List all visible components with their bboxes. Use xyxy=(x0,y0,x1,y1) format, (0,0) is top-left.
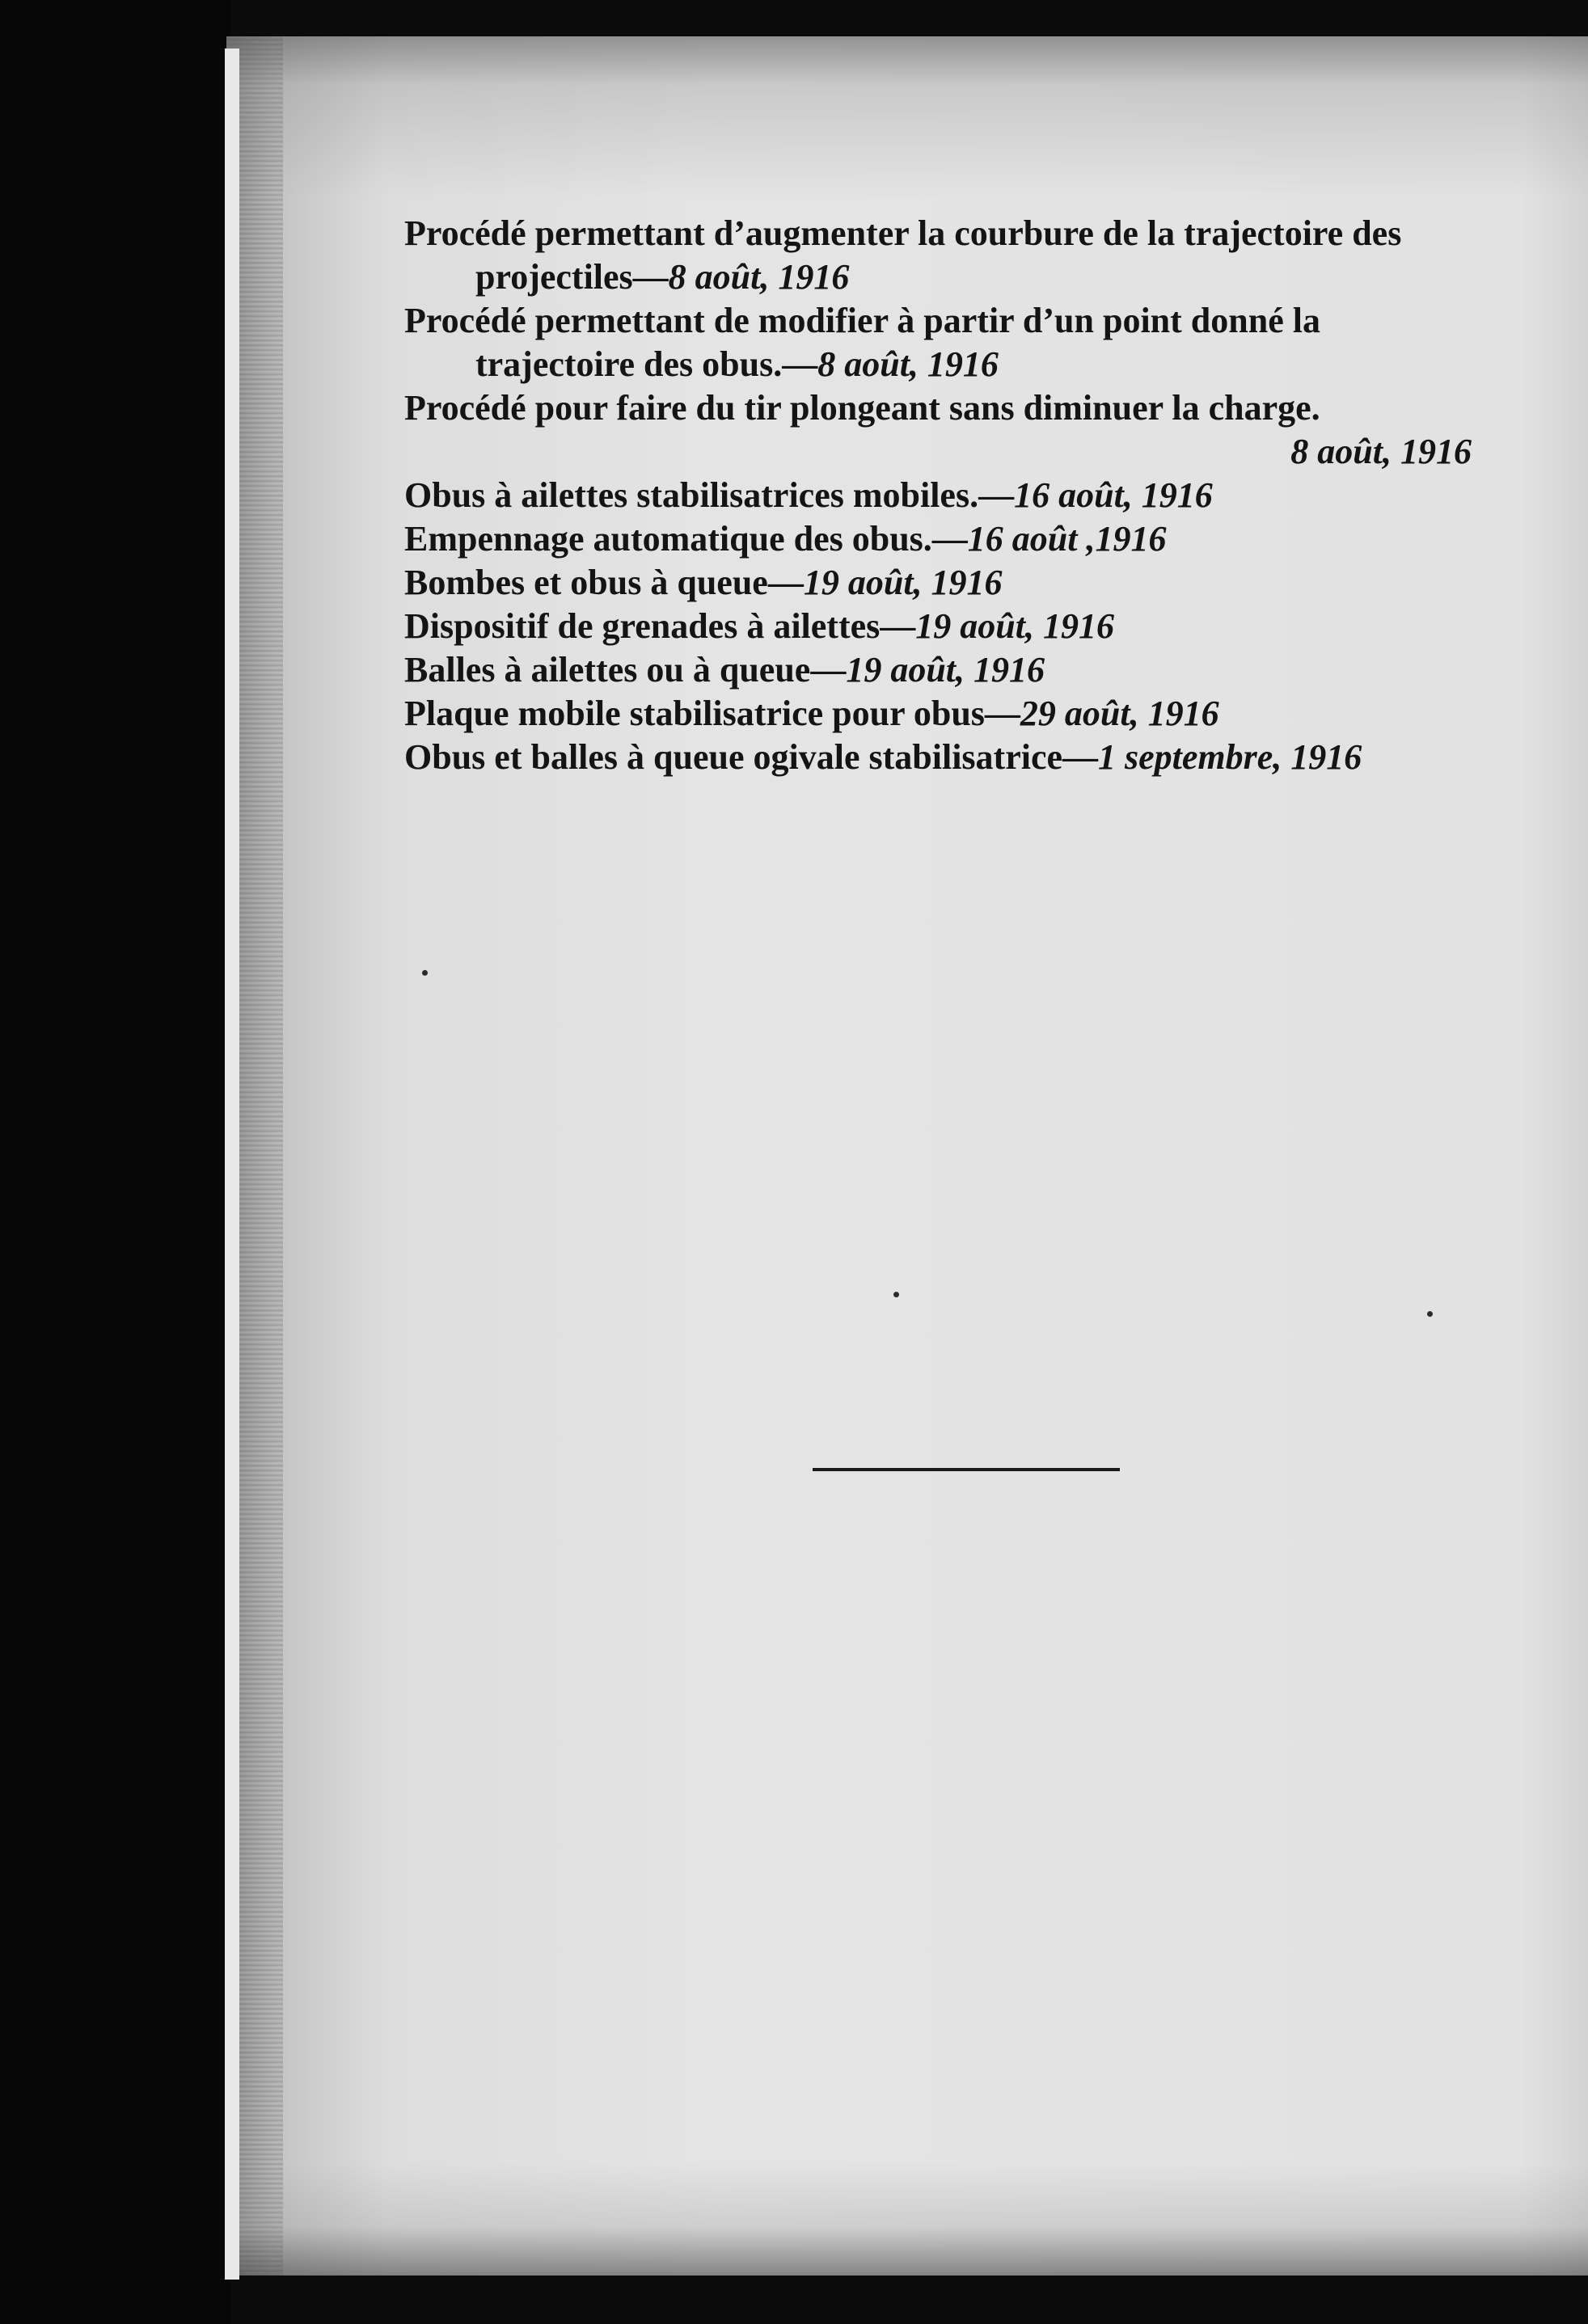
entry-title: Dispositif de grenades à ailettes xyxy=(404,606,881,646)
entry-date: 16 août ,1916 xyxy=(967,519,1167,559)
list-entry-2 xyxy=(404,299,1472,386)
entry-title: Bombes et obus à queue xyxy=(404,563,768,602)
list-entry-4 xyxy=(404,474,1472,517)
patent-list xyxy=(404,212,1472,779)
entry-separator: — xyxy=(767,563,804,602)
entry-date: 19 août, 1916 xyxy=(846,650,1045,690)
list-entry-6 xyxy=(404,561,1472,605)
list-entry-8 xyxy=(404,648,1472,692)
end-rule xyxy=(813,1468,1120,1471)
list-entry-5 xyxy=(404,517,1472,561)
entry-title: Procédé pour faire du tir plongeant sans diminuer la charge. xyxy=(404,388,1320,428)
entry-separator: — xyxy=(810,650,847,690)
entry-separator: — xyxy=(978,475,1015,515)
entry-separator: — xyxy=(931,519,968,559)
list-entry-7 xyxy=(404,605,1472,648)
entry-date: 8 août, 1916 xyxy=(817,344,999,384)
paper-speck xyxy=(893,1292,899,1297)
entry-date: 16 août, 1916 xyxy=(1014,475,1213,515)
paper-speck xyxy=(1427,1311,1433,1317)
entry-separator: — xyxy=(1062,737,1098,777)
binding-strip xyxy=(225,49,239,2280)
entry-separator: — xyxy=(880,606,916,646)
entry-title: Empennage automatique des obus. xyxy=(404,519,932,559)
entry-separator: — xyxy=(632,257,669,297)
entry-date: 8 août, 1916 xyxy=(668,257,850,297)
entry-date: 29 août, 1916 xyxy=(1020,694,1219,733)
book-binding-shadow xyxy=(0,0,230,2324)
list-entry-1 xyxy=(404,212,1472,299)
entry-date: 1 septembre, 1916 xyxy=(1098,737,1362,777)
list-entry-9 xyxy=(404,692,1472,736)
entry-date: 8 août, 1916 xyxy=(1290,432,1472,471)
page-bottom-shadow xyxy=(226,2162,1588,2275)
entry-separator: — xyxy=(984,694,1020,733)
entry-separator: — xyxy=(782,344,818,384)
paper-speck xyxy=(422,970,428,976)
list-entry-10 xyxy=(404,736,1472,779)
entry-title: Plaque mobile stabilisatrice pour obus xyxy=(404,694,985,733)
entry-title: Procédé permettant de modifier à partir d’un point donné la trajectoire des obus. xyxy=(404,301,1320,384)
entry-title: Obus et balles à queue ogivale stabilisatrice xyxy=(404,737,1062,777)
entry-title: Obus à ailettes stabilisatrices mobiles. xyxy=(404,475,979,515)
entry-date: 19 août, 1916 xyxy=(803,563,1003,602)
page-top-shadow xyxy=(226,36,1588,198)
list-entry-3 xyxy=(404,386,1472,474)
entry-title: Balles à ailettes ou à queue xyxy=(404,650,811,690)
entry-title: Procédé permettant d’augmenter la courbure de la trajectoire des projectiles xyxy=(404,213,1402,297)
entry-date: 19 août, 1916 xyxy=(915,606,1114,646)
